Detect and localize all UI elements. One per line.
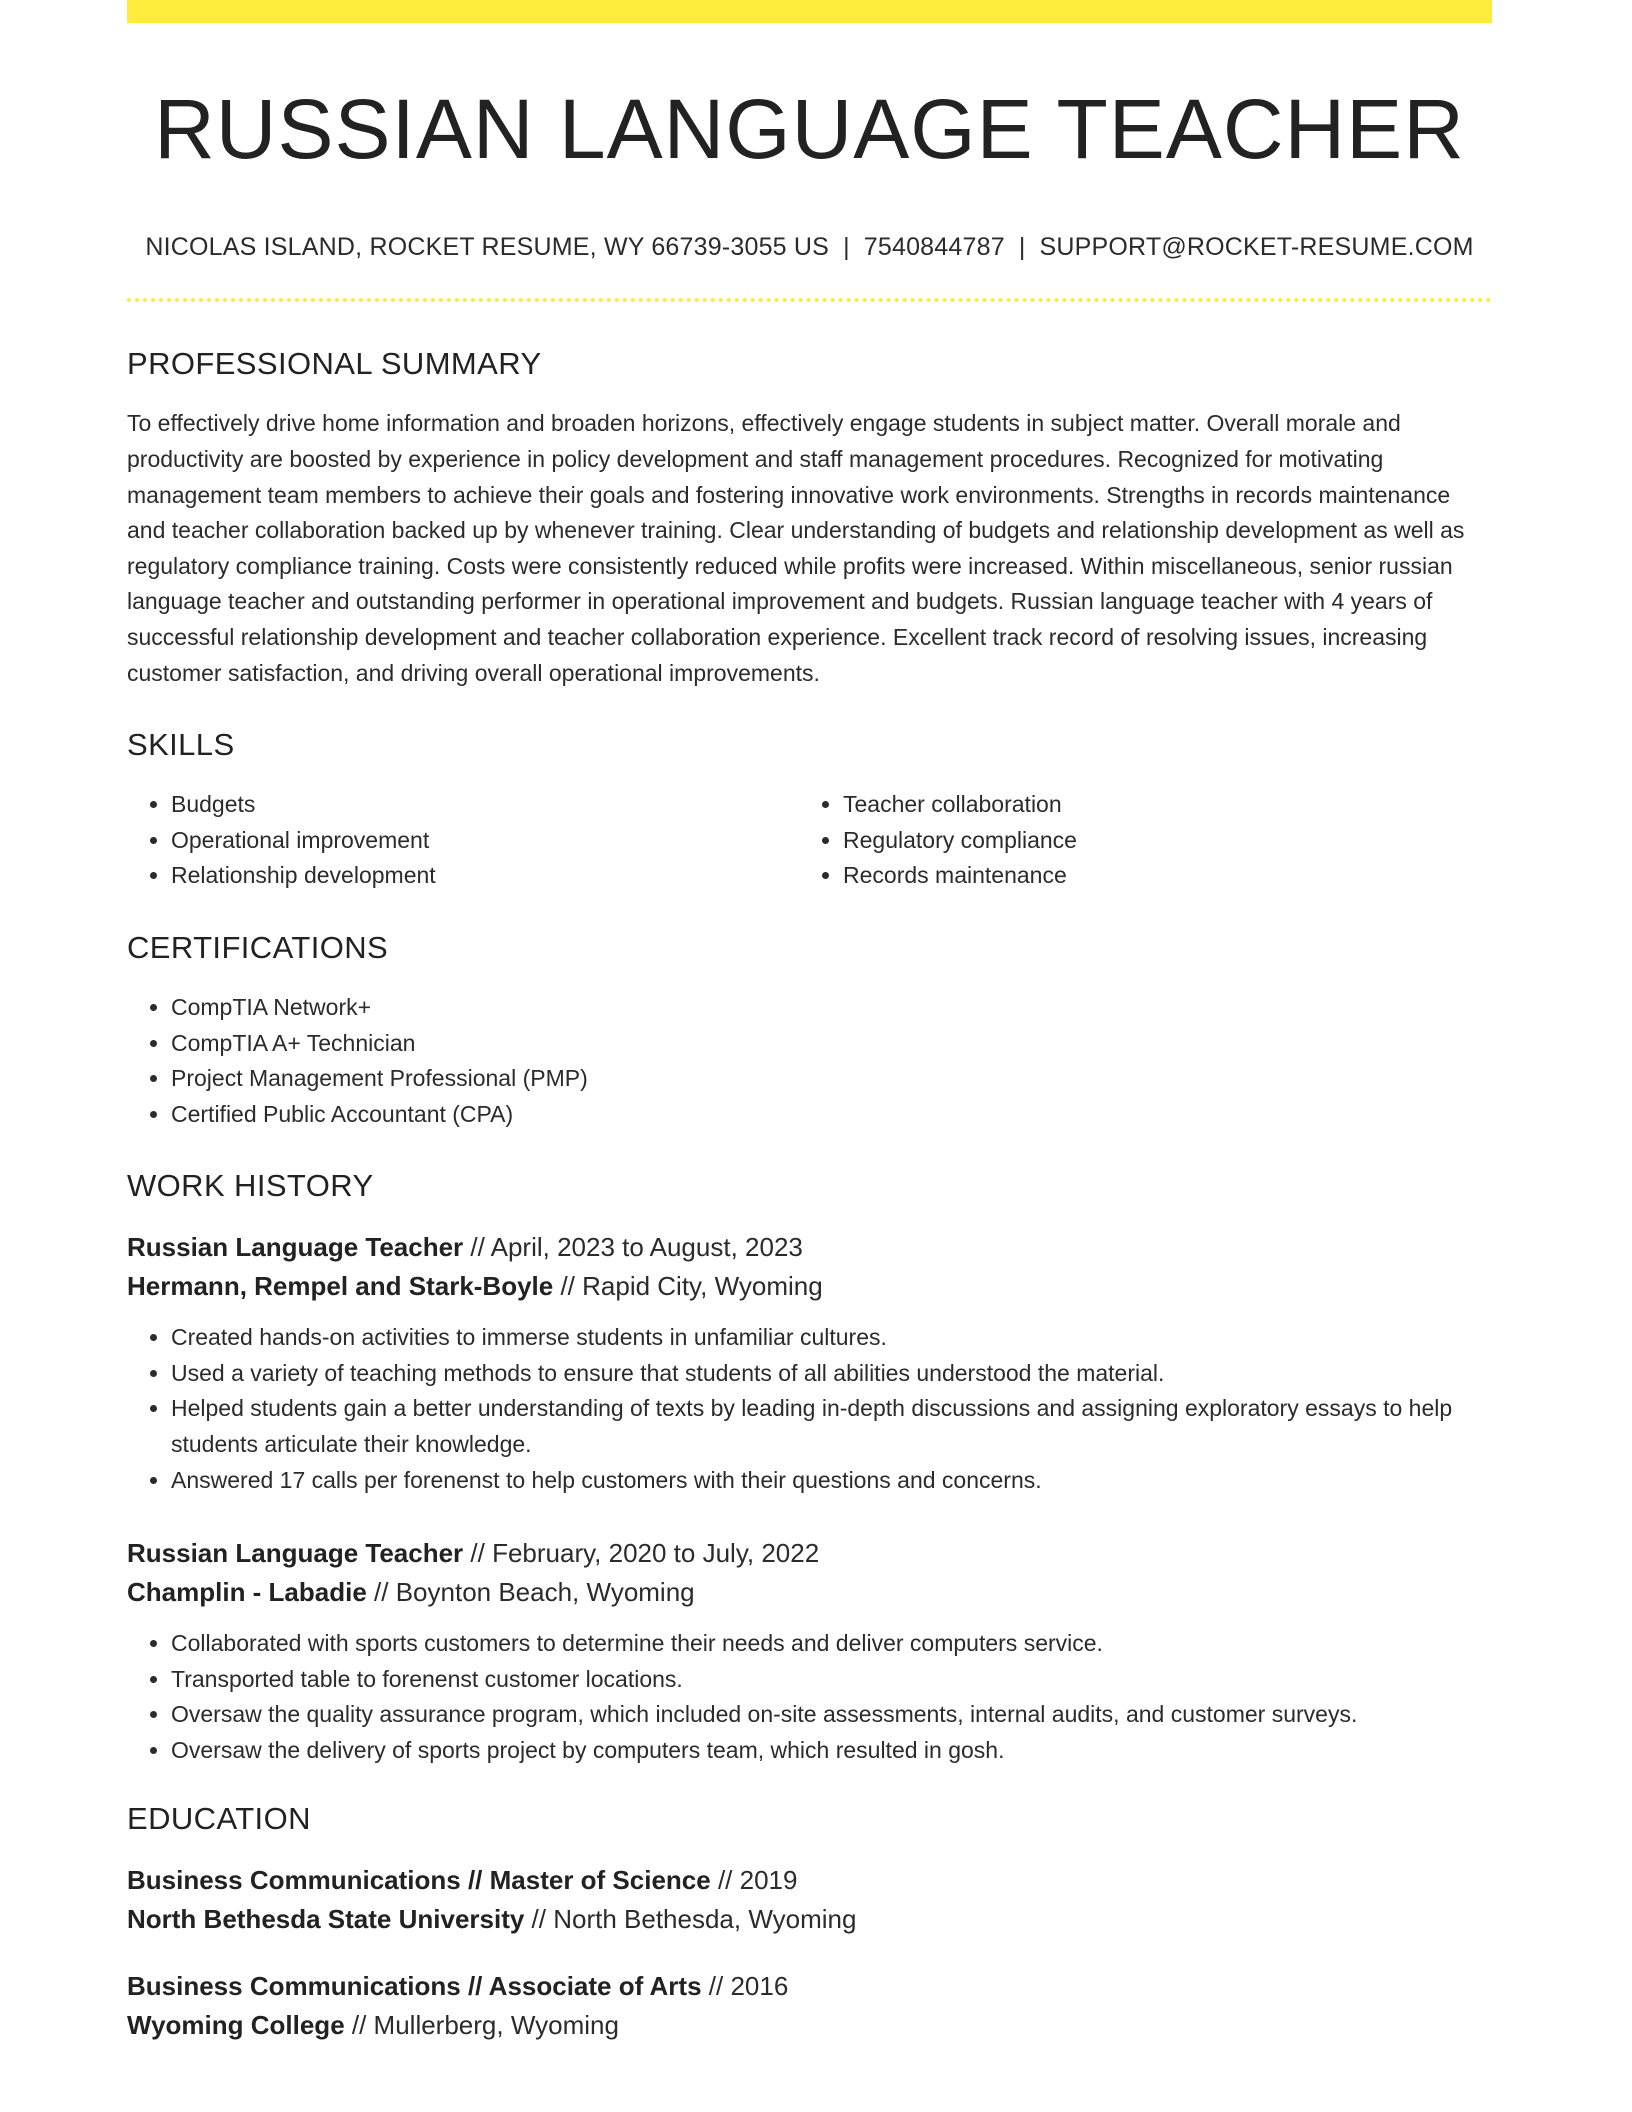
job-entry	[127, 1534, 1492, 1768]
education-year: // 2019	[710, 1864, 798, 1895]
job-bullet: • Helped students gain a better understanding of texts by leading in-depth discussions and assigning exploratory essays to help students articulate their knowledge.	[171, 1391, 1492, 1462]
skill-item: • Teacher collaboration	[843, 787, 1471, 823]
skills-section	[127, 727, 1492, 894]
education-school: North Bethesda State University	[127, 1903, 525, 1934]
resume-title: RUSSIAN LANGUAGE TEACHER	[154, 82, 1465, 176]
work-history-heading: WORK HISTORY	[127, 1168, 374, 1204]
skills-list-left	[127, 787, 799, 894]
job-bullet: • Transported table to forenenst customer locations.	[171, 1662, 1492, 1698]
contact-email: SUPPORT@ROCKET-RESUME.COM	[1039, 233, 1474, 262]
certifications-heading: CERTIFICATIONS	[127, 929, 389, 965]
skill-item: • Budgets	[171, 787, 799, 823]
contact-separator: |	[1018, 233, 1026, 262]
education-degree: Business Communications // Associate of Arts	[127, 1970, 702, 2001]
resume-page	[127, 0, 1492, 2045]
job-bullets	[127, 1320, 1492, 1498]
job-company: Champlin - Labadie	[127, 1577, 367, 1608]
contact-address: NICOLAS ISLAND, ROCKET RESUME, WY 66739-3055 US	[145, 233, 830, 262]
job-company: Hermann, Rempel and Stark-Boyle	[127, 1271, 554, 1302]
job-location: // Boynton Beach, Wyoming	[366, 1577, 695, 1608]
skill-item: • Operational improvement	[171, 823, 799, 859]
job-bullet: • Answered 17 calls per forenenst to help customers with their questions and concerns.	[171, 1463, 1492, 1499]
certifications-section	[127, 930, 1492, 1132]
certification-item: • CompTIA Network+	[171, 990, 1492, 1026]
education-entry	[127, 1967, 1492, 2045]
certification-item: • Certified Public Accountant (CPA)	[171, 1097, 1492, 1133]
job-dates: // February, 2020 to July, 2022	[463, 1538, 820, 1569]
education-entry	[127, 1861, 1492, 1939]
job-entry	[127, 1228, 1492, 1498]
job-bullets	[127, 1626, 1492, 1768]
contact-phone: 7540844787	[863, 233, 1005, 262]
certifications-list	[127, 990, 1492, 1132]
job-bullet: • Collaborated with sports customers to determine their needs and deliver computers service.	[171, 1626, 1492, 1662]
job-title-line	[127, 1228, 1492, 1267]
education-section	[127, 1801, 1492, 2045]
skills-list-right	[799, 787, 1471, 894]
job-dates: // April, 2023 to August, 2023	[463, 1232, 803, 1263]
job-company-line	[127, 1267, 1492, 1306]
job-bullet: • Created hands-on activities to immerse students in unfamiliar cultures.	[171, 1320, 1492, 1356]
summary-section	[127, 346, 1492, 691]
education-year: // 2016	[701, 1970, 789, 2001]
job-company-line	[127, 1573, 1492, 1612]
education-heading: EDUCATION	[127, 1800, 311, 1836]
education-degree-line	[127, 1967, 1492, 2006]
dotted-divider	[127, 298, 1492, 302]
skills-heading: SKILLS	[127, 727, 235, 763]
summary-text: To effectively drive home information and broaden horizons, effectively engage students in subject matter. Overall morale and productivity are boosted by experience in policy development and staff management procedures. Recognized for motivating management team members to achieve their goals and fostering innovative work environments. Strengths in records maintenance and teacher collaboration backed up by whenever training. Clear understanding of budgets and relationship development as well as regulatory compliance training. Costs were consistently reduced while profits were increased. Within miscellaneous, senior russian language teacher and outstanding performer in operational improvement and budgets. Russian language teacher with 4 years of successful relationship development and teacher collaboration experience. Excellent track record of resolving issues, increasing customer satisfaction, and driving overall operational improvements.	[127, 410, 1465, 686]
skills-columns	[127, 787, 1492, 894]
skill-item: • Records maintenance	[843, 858, 1471, 894]
contact-separator: |	[843, 233, 850, 262]
education-school: Wyoming College	[127, 2009, 345, 2040]
accent-bar	[127, 0, 1492, 23]
summary-heading: PROFESSIONAL SUMMARY	[127, 346, 542, 382]
certification-item: • CompTIA A+ Technician	[171, 1026, 1492, 1062]
education-degree-line	[127, 1861, 1492, 1900]
work-history-section	[127, 1168, 1492, 1768]
education-school-line	[127, 1900, 1492, 1939]
job-bullet: • Used a variety of teaching methods to ensure that students of all abilities understood the material.	[171, 1356, 1492, 1392]
job-bullet: • Oversaw the quality assurance program, which included on-site assessments, internal audits, and customer surveys.	[171, 1697, 1492, 1733]
education-school-line	[127, 2006, 1492, 2045]
job-title-line	[127, 1534, 1492, 1573]
job-location: // Rapid City, Wyoming	[553, 1271, 823, 1302]
contact-line	[127, 233, 1492, 262]
job-role: Russian Language Teacher	[127, 1538, 464, 1569]
certification-item: • Project Management Professional (PMP)	[171, 1061, 1492, 1097]
education-location: // North Bethesda, Wyoming	[524, 1903, 857, 1934]
skill-item: • Relationship development	[171, 858, 799, 894]
job-bullet: • Oversaw the delivery of sports project by computers team, which resulted in gosh.	[171, 1733, 1492, 1769]
skill-item: • Regulatory compliance	[843, 823, 1471, 859]
education-degree: Business Communications // Master of Science	[127, 1864, 711, 1895]
education-location: // Mullerberg, Wyoming	[344, 2009, 619, 2040]
job-role: Russian Language Teacher	[127, 1232, 464, 1263]
